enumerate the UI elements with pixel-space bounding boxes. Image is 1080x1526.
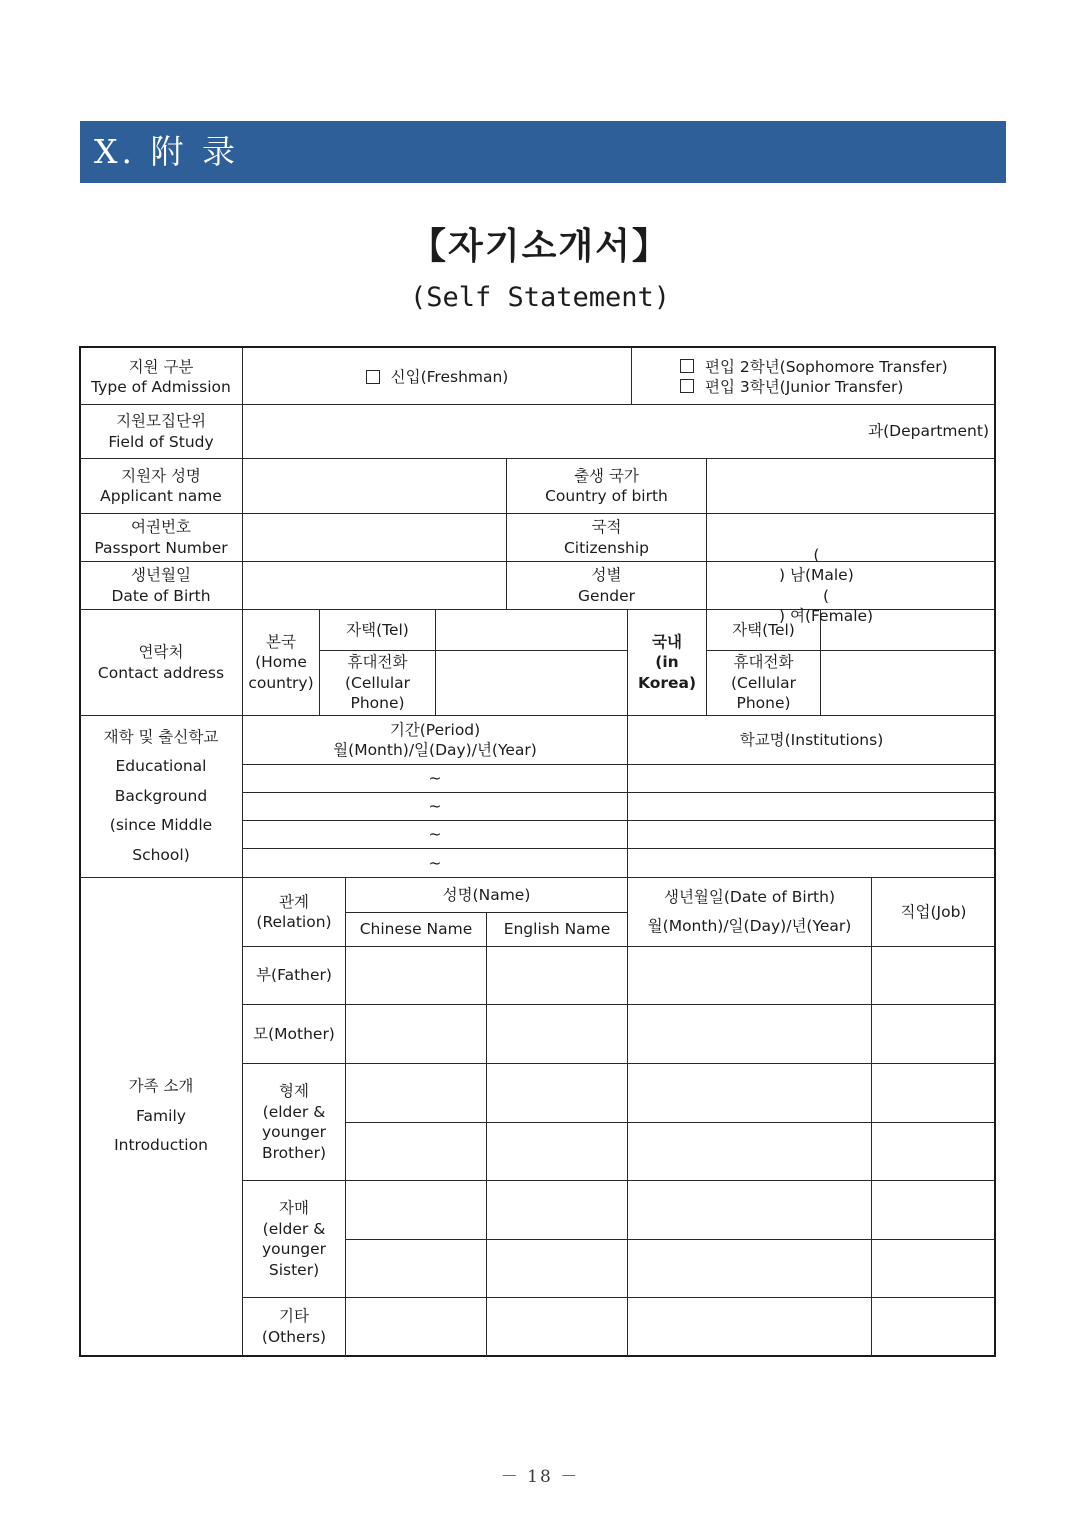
document-title-korean: 【자기소개서】	[410, 226, 670, 267]
family-chinese-name-input[interactable]	[346, 1005, 486, 1063]
applicant-name-label-en: Applicant name	[100, 487, 222, 505]
checkbox-icon[interactable]	[366, 370, 380, 384]
home-cellular-line: 휴대전화	[347, 653, 408, 672]
junior-transfer-option[interactable]	[680, 377, 903, 398]
institutions-label: 학교명(Institutions)	[739, 730, 884, 749]
korea-tel-label-text: 자택(Tel)	[732, 620, 795, 639]
date-of-birth-label	[80, 562, 242, 609]
contact-address-label-ko: 연락처	[138, 643, 184, 661]
female-option-label: ) 여(Female)	[779, 607, 874, 625]
home-tel-label	[320, 610, 435, 650]
brother-label-line: younger	[261, 1123, 327, 1141]
passport-number-label-ko: 여권번호	[131, 518, 191, 536]
gender-options	[779, 545, 994, 625]
family-english-name-input[interactable]	[487, 947, 627, 1004]
transfer-options	[680, 350, 995, 404]
in-korea-label	[628, 610, 706, 715]
home-country-label	[243, 610, 319, 715]
checkbox-icon[interactable]	[680, 359, 694, 373]
education-label-line: Background	[114, 786, 208, 805]
family-label-line: Family	[136, 1106, 186, 1125]
home-country-line: country)	[248, 673, 314, 692]
passport-number-label	[80, 514, 242, 561]
country-of-birth-label-ko: 출생 국가	[574, 466, 639, 485]
korea-cellular-input[interactable]	[821, 651, 995, 715]
gender-label-en: Gender	[577, 586, 636, 605]
education-background-label	[80, 716, 242, 877]
brother-label-line: Brother)	[261, 1143, 326, 1162]
applicant-name-label	[80, 459, 242, 513]
junior-transfer-label: 편입 3학년(Junior Transfer)	[705, 378, 904, 396]
family-dob-label: 생년월일(Date of Birth)	[663, 887, 836, 906]
citizenship-label-ko: 국적	[591, 518, 622, 536]
institution-input[interactable]	[628, 765, 995, 792]
period-input[interactable]	[243, 821, 627, 848]
job-header-text: 직업(Job)	[900, 902, 967, 921]
family-chinese-name-input[interactable]	[346, 1064, 486, 1122]
document-title-english: (Self Statement)	[409, 282, 671, 313]
home-tel-label-text: 자택(Tel)	[346, 620, 409, 639]
family-english-name-input[interactable]	[487, 1298, 627, 1355]
field-of-study-label-ko: 지원모집단위	[116, 412, 206, 430]
page-number: － 18 －	[500, 1467, 580, 1487]
family-dob-input[interactable]	[628, 1123, 871, 1180]
brother-label-line: (elder &	[262, 1102, 326, 1121]
freshman-option[interactable]	[243, 350, 631, 404]
male-option-label: ) 남(Male)	[779, 566, 854, 584]
period-input[interactable]	[243, 849, 627, 877]
section-header-title: X. 附 录	[94, 132, 239, 171]
family-english-name-input[interactable]	[487, 1005, 627, 1063]
home-cellular-line: (Cellular	[344, 673, 411, 692]
family-chinese-name-input[interactable]	[346, 947, 486, 1004]
chinese-name-header	[346, 913, 486, 946]
mother-label	[243, 1005, 345, 1063]
family-dob-input[interactable]	[628, 1005, 871, 1063]
country-of-birth-input[interactable]	[707, 459, 995, 513]
male-open-paren: (	[813, 545, 820, 564]
korea-cellular-line: 휴대전화	[733, 653, 794, 672]
checkbox-icon[interactable]	[680, 379, 694, 393]
gender-label	[507, 562, 706, 609]
department-suffix: 과(Department)	[868, 422, 989, 440]
institution-input[interactable]	[628, 821, 995, 848]
family-chinese-name-input[interactable]	[346, 1123, 486, 1180]
family-dob-header	[628, 878, 871, 946]
sister-label	[243, 1181, 345, 1297]
contact-address-label-en: Contact address	[97, 663, 225, 682]
home-cellular-input[interactable]	[436, 651, 627, 715]
applicant-name-input[interactable]	[243, 459, 506, 513]
english-name-text: English Name	[503, 920, 611, 938]
mother-label-text: 모(Mother)	[253, 1024, 335, 1043]
institutions-header	[628, 716, 995, 764]
admission-type-label-en: Type of Admission	[91, 378, 231, 396]
in-korea-line: Korea)	[637, 673, 697, 692]
period-label: 기간(Period)	[389, 720, 481, 739]
sister-label-line: younger	[261, 1240, 327, 1258]
contact-address-label	[80, 610, 242, 715]
citizenship-label-en: Citizenship	[563, 538, 650, 557]
home-cellular-label	[320, 651, 435, 715]
date-of-birth-input[interactable]	[243, 562, 506, 609]
period-header	[243, 716, 627, 764]
citizenship-label	[507, 514, 706, 561]
male-option[interactable]	[779, 545, 854, 586]
family-english-name-input[interactable]	[487, 1181, 627, 1239]
period-separator: ~	[428, 825, 442, 843]
korea-tel-label	[707, 610, 820, 650]
period-input[interactable]	[243, 765, 627, 792]
relation-header-line: (Relation)	[256, 913, 332, 931]
institution-input[interactable]	[628, 849, 995, 877]
english-name-header	[487, 913, 627, 946]
father-label	[243, 947, 345, 1004]
education-label-line: School)	[132, 845, 190, 864]
relation-header-line: 관계	[279, 892, 309, 911]
family-english-name-input[interactable]	[487, 1240, 627, 1297]
passport-number-label-en: Passport Number	[94, 538, 228, 557]
family-introduction-label	[80, 878, 242, 1355]
gender-label-ko: 성별	[591, 566, 622, 584]
family-job-input[interactable]	[872, 947, 995, 1004]
family-dob-input[interactable]	[628, 1064, 871, 1122]
family-dob-input[interactable]	[628, 1181, 871, 1239]
brother-label	[243, 1064, 345, 1180]
education-label-line: 재학 및 출신학교	[103, 727, 219, 746]
period-format: 월(Month)/일(Day)/년(Year)	[333, 741, 537, 759]
family-chinese-name-input[interactable]	[346, 1298, 486, 1355]
family-chinese-name-input[interactable]	[346, 1181, 486, 1239]
home-cellular-line: Phone)	[350, 694, 405, 713]
family-label-line: Introduction	[114, 1136, 208, 1155]
korea-tel-input[interactable]	[821, 610, 995, 650]
family-label-line: 가족 소개	[128, 1077, 194, 1096]
others-label-line: (Others)	[261, 1327, 327, 1346]
education-label-line: Educational	[115, 757, 207, 776]
field-of-study-label	[80, 405, 242, 458]
country-of-birth-label	[507, 459, 706, 513]
period-input[interactable]	[243, 793, 627, 820]
family-english-name-input[interactable]	[487, 1123, 627, 1180]
family-chinese-name-input[interactable]	[346, 1240, 486, 1297]
in-korea-line: 국내	[652, 632, 682, 651]
family-job-input[interactable]	[872, 1240, 995, 1297]
education-label-line: (since Middle	[109, 816, 213, 835]
period-separator: ~	[428, 853, 442, 872]
others-label	[243, 1298, 345, 1355]
family-job-input[interactable]	[872, 1123, 995, 1180]
family-dob-format: 월(Month)/일(Day)/년(Year)	[647, 917, 852, 935]
family-job-input[interactable]	[872, 1298, 995, 1355]
korea-cellular-line: (Cellular	[730, 673, 797, 692]
sister-label-line: Sister)	[268, 1260, 320, 1279]
field-of-study-input[interactable]	[243, 405, 995, 458]
family-job-input[interactable]	[872, 1005, 995, 1063]
family-job-input[interactable]	[872, 1064, 995, 1122]
others-label-line: 기타	[279, 1307, 309, 1325]
institution-input[interactable]	[628, 793, 995, 820]
job-header	[872, 878, 995, 946]
column-divider	[631, 347, 632, 404]
period-separator: ~	[428, 797, 442, 815]
field-of-study-label-en: Field of Study	[108, 432, 214, 451]
family-dob-input[interactable]	[628, 1298, 871, 1355]
korea-cellular-line: Phone)	[736, 694, 791, 713]
period-separator: ~	[428, 769, 442, 787]
family-job-input[interactable]	[872, 1181, 995, 1239]
sister-label-line: 자매	[279, 1199, 309, 1217]
relation-header	[243, 878, 345, 946]
family-dob-input[interactable]	[628, 1240, 871, 1297]
home-country-line: (Home	[255, 653, 307, 672]
name-header	[346, 878, 627, 912]
date-of-birth-label-ko: 생년월일	[131, 566, 191, 584]
freshman-option-label: 신입(Freshman)	[390, 367, 509, 386]
sister-label-line: (elder &	[262, 1219, 326, 1238]
home-tel-input[interactable]	[436, 610, 627, 650]
korea-cellular-label	[707, 651, 820, 715]
home-country-line: 본국	[266, 632, 296, 651]
family-english-name-input[interactable]	[487, 1064, 627, 1122]
family-dob-input[interactable]	[628, 947, 871, 1004]
father-label-text: 부(Father)	[256, 966, 332, 984]
brother-label-line: 형제	[279, 1082, 309, 1100]
in-korea-line: (in	[655, 653, 679, 672]
chinese-name-text: Chinese Name	[359, 920, 473, 938]
date-of-birth-label-en: Date of Birth	[111, 586, 211, 605]
country-of-birth-label-en: Country of birth	[545, 487, 668, 505]
sophomore-transfer-label: 편입 2학년(Sophomore Transfer)	[705, 357, 948, 376]
sophomore-transfer-option[interactable]	[680, 357, 948, 378]
admission-type-label	[80, 350, 242, 404]
admission-type-label-ko: 지원 구분	[128, 357, 194, 376]
applicant-name-label-ko: 지원자 성명	[121, 466, 201, 485]
name-header-text: 성명(Name)	[442, 885, 531, 904]
passport-number-input[interactable]	[243, 514, 506, 561]
female-open-paren: (	[823, 586, 830, 605]
